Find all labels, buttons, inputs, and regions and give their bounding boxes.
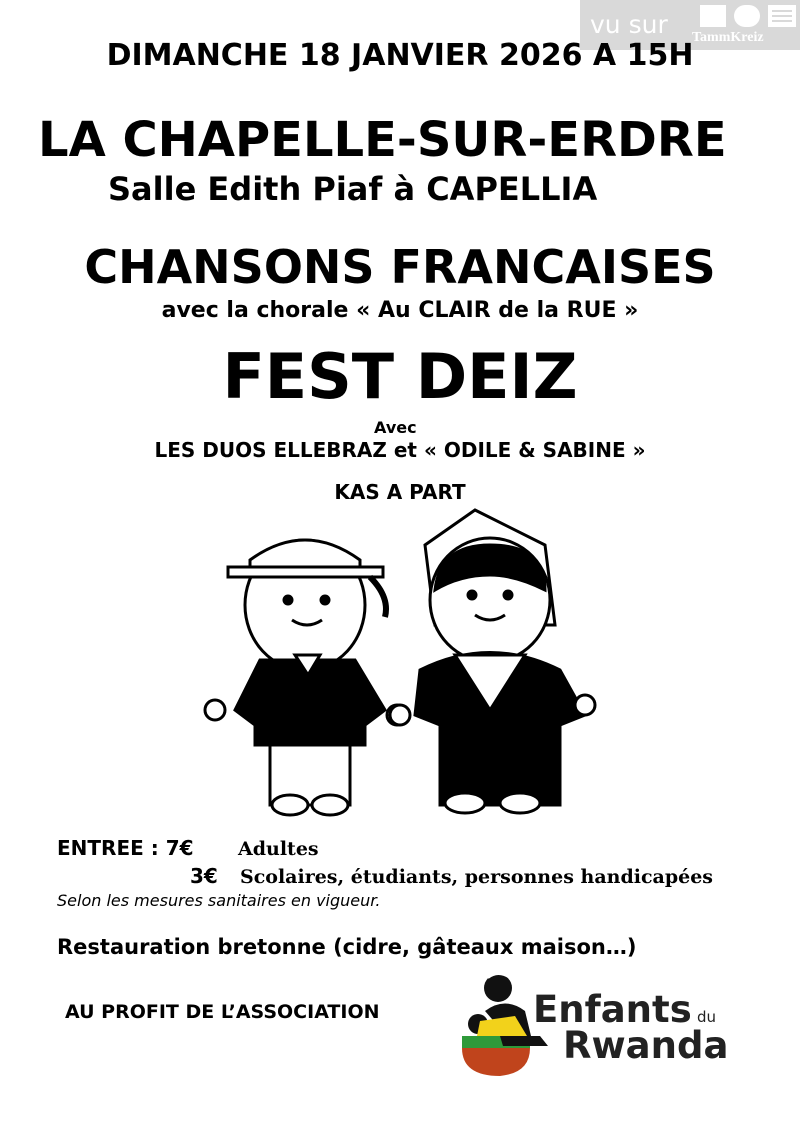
group-line: KAS A PART	[334, 480, 466, 504]
logo-rwanda: Rwanda	[563, 1024, 729, 1067]
food-line: Restauration bretonne (cidre, gâteaux maison…)	[57, 935, 637, 959]
sanitary-note: Selon les mesures sanitaires en vigueur.	[57, 891, 381, 910]
town: LA CHAPELLE-SUR-ERDRE	[38, 112, 727, 168]
adult-desc: Adultes	[238, 838, 319, 860]
badge-prefix: vu sur	[590, 10, 668, 39]
badge-brand: TammKreiz	[692, 30, 764, 45]
duos-line: LES DUOS ELLEBRAZ et « ODILE & SABINE »	[154, 438, 646, 462]
breton-children-illustration	[200, 505, 600, 820]
reduced-desc: Scolaires, étudiants, personnes handicapées	[240, 866, 714, 888]
section-title-chansons: CHANSONS FRANCAISES	[84, 240, 716, 294]
reduced-price: 3€	[190, 864, 218, 888]
logo-du: du	[697, 1008, 717, 1026]
benefit-line: AU PROFIT DE L’ASSOCIATION	[65, 1001, 380, 1023]
chorale-line: avec la chorale « Au CLAIR de la RUE »	[161, 298, 639, 323]
avec-label: Avec	[374, 418, 417, 437]
date-line: DIMANCHE 18 JANVIER 2026 A 15H	[106, 38, 694, 73]
logo-enfants: Enfants	[533, 988, 692, 1031]
entree-price: ENTREE : 7€	[57, 836, 194, 860]
venue: Salle Edith Piaf à CAPELLIA	[108, 170, 598, 208]
tammkreiz-logo-icon	[698, 3, 798, 29]
section-title-fest-deiz: FEST DEIZ	[222, 340, 578, 413]
